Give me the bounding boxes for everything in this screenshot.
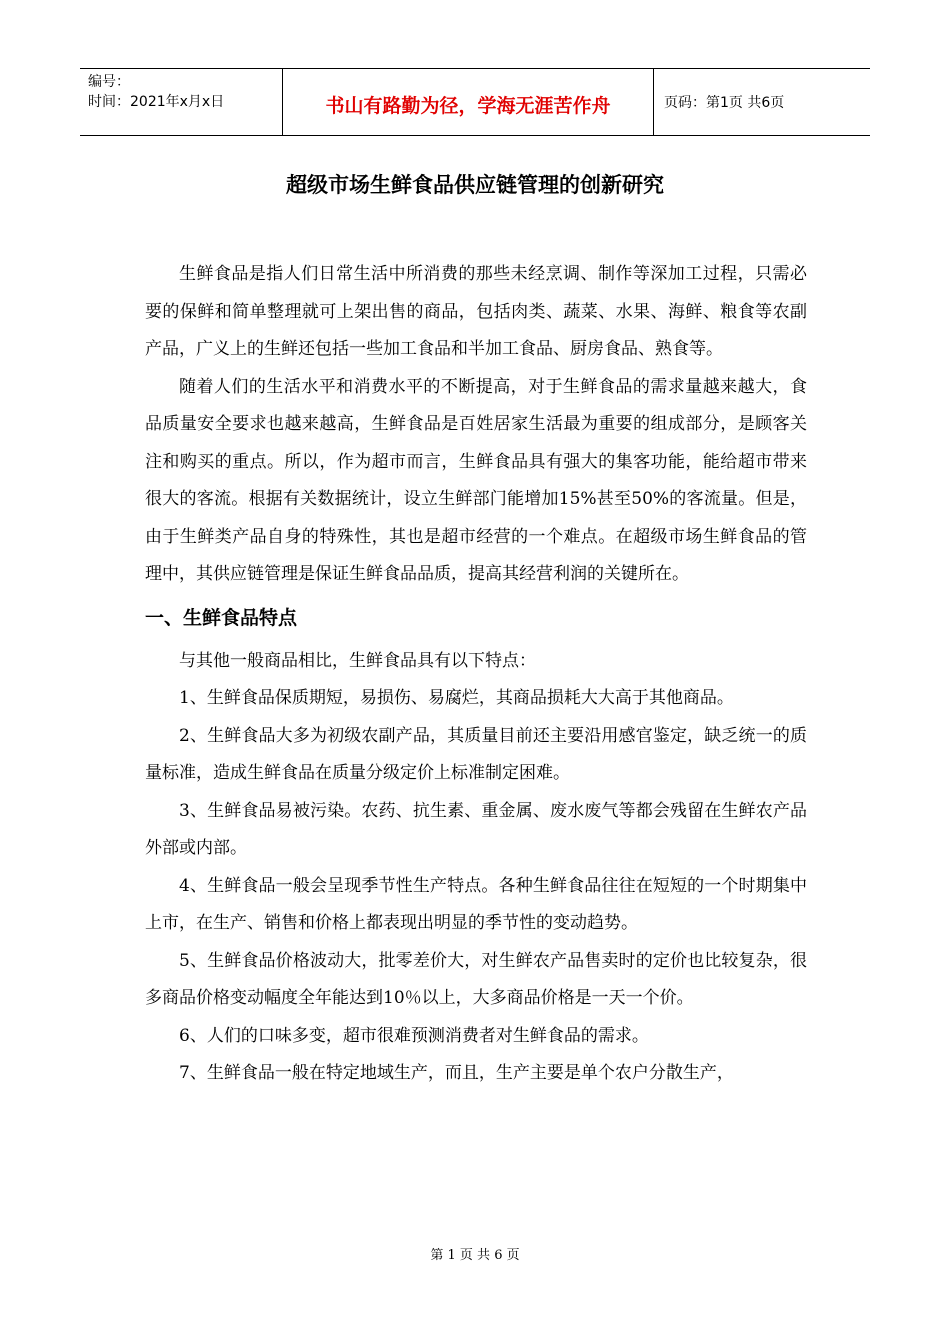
document-header (80, 68, 870, 136)
motto-text: 书山有路勤为径，学海无涯苦作舟 (325, 94, 611, 117)
header-meta (80, 69, 282, 135)
document-date-label: 时间：2021年x月x日 (88, 94, 225, 110)
section-paragraph: 5、生鲜食品价格波动大，批零差价大，对生鲜农产品售卖时的定价也比较复杂，很多商品价格变动幅度全年能达到10％以上，大多商品价格是一天一个价。 (145, 950, 807, 1008)
footer-page-number: 第 1 页 共 6 页 (430, 1248, 520, 1263)
header-motto (282, 69, 654, 135)
page-info-text: 页码：第1页 共6页 (664, 95, 785, 111)
section-paragraph: 1、生鲜食品保质期短，易损伤、易腐烂，其商品损耗大大高于其他商品。 (179, 688, 734, 708)
document-title: 超级市场生鲜食品供应链管理的创新研究 (286, 173, 664, 197)
intro-paragraph: 随着人们的生活水平和消费水平的不断提高，对于生鲜食品的需求量越来越大，食品质量安全要求也越来越高，生鲜食品是百姓居家生活最为重要的组成部分，是顾客关注和购买的重点。所以，作为超市而言，生鲜食品具有强大的集客功能，能给超市带来很大的客流。根据有关数据统计，设立生鲜部门能增加15%甚至50%的客流量。但是，由于生鲜类产品自身的特殊性，其也是超市经营的一个难点。在超级市场生鲜食品的管理中，其供应链管理是保证生鲜食品品质，提高其经营利润的关键所在。 (145, 376, 807, 584)
document-body (145, 256, 807, 1093)
section-paragraph: 7、生鲜食品一般在特定地域生产，而且，生产主要是单个农户分散生产， (179, 1063, 734, 1083)
section-paragraph: 与其他一般商品相比，生鲜食品具有以下特点： (179, 650, 536, 671)
document-number-label: 编号： (88, 74, 130, 90)
section-heading: 一、生鲜食品特点 (145, 606, 298, 629)
header-page-info (654, 69, 870, 135)
intro-paragraph: 生鲜食品是指人们日常生活中所消费的那些未经烹调、制作等深加工过程，只需必要的保鲜和简单整理就可上架出售的商品，包括肉类、蔬菜、水果、海鲜、粮食等农副产品，广义上的生鲜还包括一些加工食品和半加工食品、厨房食品、熟食等。 (145, 264, 807, 359)
section-paragraph: 4、生鲜食品一般会呈现季节性生产特点。各种生鲜食品往往在短短的一个时期集中上市，在生产、销售和价格上都表现出明显的季节性的变动趋势。 (145, 875, 807, 933)
section-paragraph: 2、生鲜食品大多为初级农副产品，其质量目前还主要沿用感官鉴定，缺乏统一的质量标准，造成生鲜食品在质量分级定价上标准制定困难。 (145, 725, 807, 783)
page-footer (0, 1247, 950, 1265)
section-paragraph: 3、生鲜食品易被污染。农药、抗生素、重金属、废水废气等都会残留在生鲜农产品外部或内部。 (145, 800, 807, 858)
section-paragraph: 6、人们的口味多变，超市很难预测消费者对生鲜食品的需求。 (179, 1025, 649, 1046)
